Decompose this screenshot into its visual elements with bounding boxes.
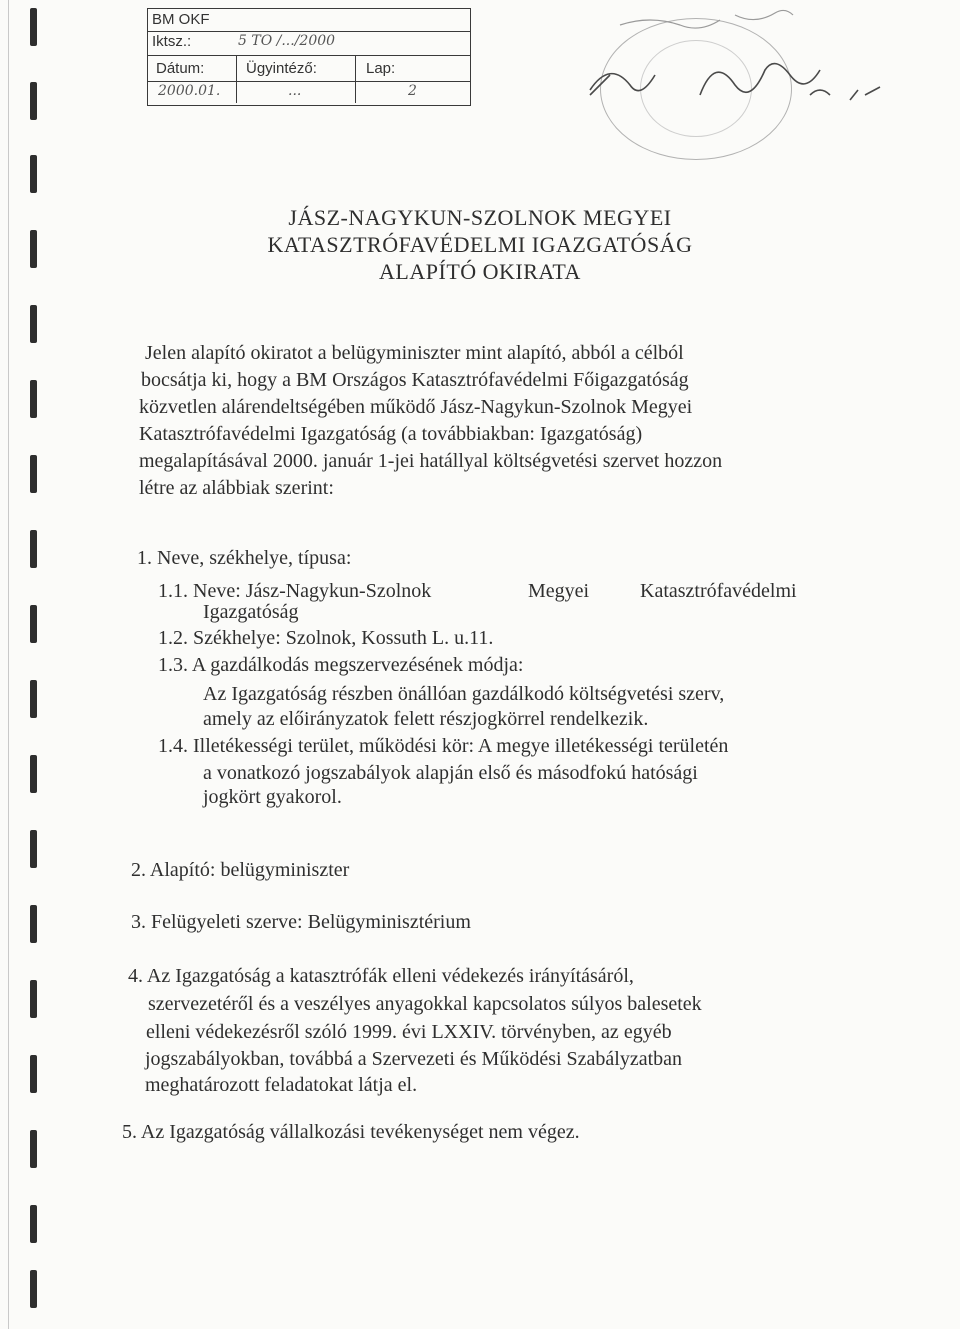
binding-mark — [30, 155, 37, 193]
binding-mark — [30, 1055, 37, 1093]
binding-mark — [30, 530, 37, 568]
binding-mark — [30, 905, 37, 943]
document-title-line-3: ALAPÍTÓ OKIRATA — [379, 259, 581, 284]
section-4-line: 4. Az Igazgatóság a katasztrófák elleni védekezés irányításáról, — [128, 965, 634, 987]
document-title-line-2: KATASZTRÓFAVÉDELMI IGAZGATÓSÁG — [267, 232, 693, 257]
stamp-lap-value: 2 — [408, 83, 417, 99]
item-1-1-name: Katasztrófavédelmi — [640, 580, 797, 602]
binding-mark — [30, 455, 37, 493]
stamp-ugyintezo-value: ... — [288, 83, 302, 99]
item-1-1-name: Megyei — [528, 580, 590, 602]
binding-mark — [30, 380, 37, 418]
binding-mark — [30, 755, 37, 793]
binding-mark — [30, 1130, 37, 1168]
section-4-line: meghatározott feladatokat látja el. — [145, 1074, 418, 1096]
binding-mark — [30, 82, 37, 120]
binding-mark — [30, 1270, 37, 1308]
section-4-line: jogszabályokban, továbbá a Szervezeti és Működési Szabályzatban — [145, 1048, 683, 1070]
intro-line: megalapításával 2000. január 1-jei hatállyal költségvetési szervet hozzon — [139, 450, 723, 472]
item-1-1-name: 1.1. Neve: Jász-Nagykun-Szolnok — [158, 580, 432, 602]
item-1-3-heading: 1.3. A gazdálkodás megszervezésének módja: — [158, 654, 524, 676]
section-4-line: szervezetéről és a veszélyes anyagokkal kapcsolatos súlyos balesetek — [148, 993, 702, 1015]
stamp-iktsz-value: 5 TO /.../2000 — [238, 33, 336, 49]
section-2-founder: 2. Alapító: belügyminiszter — [131, 859, 350, 881]
binding-mark — [30, 605, 37, 643]
stamp-divider — [236, 55, 237, 103]
stamp-row-values — [148, 81, 470, 103]
stamp-datum-label: Dátum: — [156, 60, 205, 77]
binding-mark — [30, 1205, 37, 1243]
item-1-4-text: jogkört gyakorol. — [203, 786, 342, 808]
section-4-line: elleni védekezésről szóló 1999. évi LXXIV. törvényben, az egyéb — [146, 1021, 672, 1043]
binding-mark — [30, 230, 37, 268]
binding-mark — [30, 680, 37, 718]
section-5-text: 5. Az Igazgatóság vállalkozási tevékenységet nem végez. — [122, 1121, 580, 1143]
stamp-ugyintezo-label: Ügyintéző: — [246, 60, 317, 77]
binding-mark — [30, 830, 37, 868]
stamp-divider — [355, 55, 356, 103]
registry-stamp — [147, 8, 471, 106]
item-1-2-seat: 1.2. Székhelye: Szolnok, Kossuth L. u.11. — [158, 627, 494, 649]
binding-mark — [30, 305, 37, 343]
stamp-iktsz-label: Iktsz.: — [152, 33, 192, 50]
intro-line: létre az alábbiak szerint: — [139, 477, 334, 499]
item-1-3-text: amely az előirányzatok felett részjogkörrel rendelkezik. — [203, 708, 649, 730]
intro-line: Katasztrófavédelmi Igazgatóság (a továbbiakban: Igazgatóság) — [139, 423, 643, 445]
stamp-row-labels — [148, 55, 470, 82]
stamp-lap-label: Lap: — [366, 60, 396, 77]
stamp-datum-value: 2000.01. — [158, 83, 221, 99]
binding-mark — [30, 8, 37, 46]
intro-line: Jelen alapító okiratot a belügyminiszter mint alapító, abból a célból — [145, 342, 684, 364]
signature-scribble — [560, 0, 900, 140]
item-1-4-text: a vonatkozó jogszabályok alapján első és másodfokú hatósági — [203, 762, 698, 784]
binding-line — [8, 0, 9, 1329]
intro-line: bocsátja ki, hogy a BM Országos Katasztrófavédelmi Főigazgatóság — [141, 369, 689, 391]
section-3-supervisor: 3. Felügyeleti szerve: Belügyminisztérium — [131, 911, 471, 933]
stamp-org: BM OKF — [152, 11, 210, 28]
item-1-1-name: Igazgatóság — [203, 601, 299, 623]
binding-mark — [30, 980, 37, 1018]
item-1-3-text: Az Igazgatóság részben önállóan gazdálkodó költségvetési szerv, — [203, 683, 725, 705]
stamp-row-iktsz — [148, 31, 470, 56]
section-1-heading: 1. Neve, székhelye, típusa: — [137, 547, 352, 569]
item-1-4-text: 1.4. Illetékességi terület, működési kör: A megye illetékességi területén — [158, 735, 729, 757]
document-title-line-1: JÁSZ-NAGYKUN-SZOLNOK MEGYEI — [288, 205, 672, 230]
binding-edge — [0, 0, 60, 1329]
intro-line: közvetlen alárendeltségében működő Jász-Nagykun-Szolnok Megyei — [139, 396, 693, 418]
stamp-row-org — [148, 9, 470, 32]
